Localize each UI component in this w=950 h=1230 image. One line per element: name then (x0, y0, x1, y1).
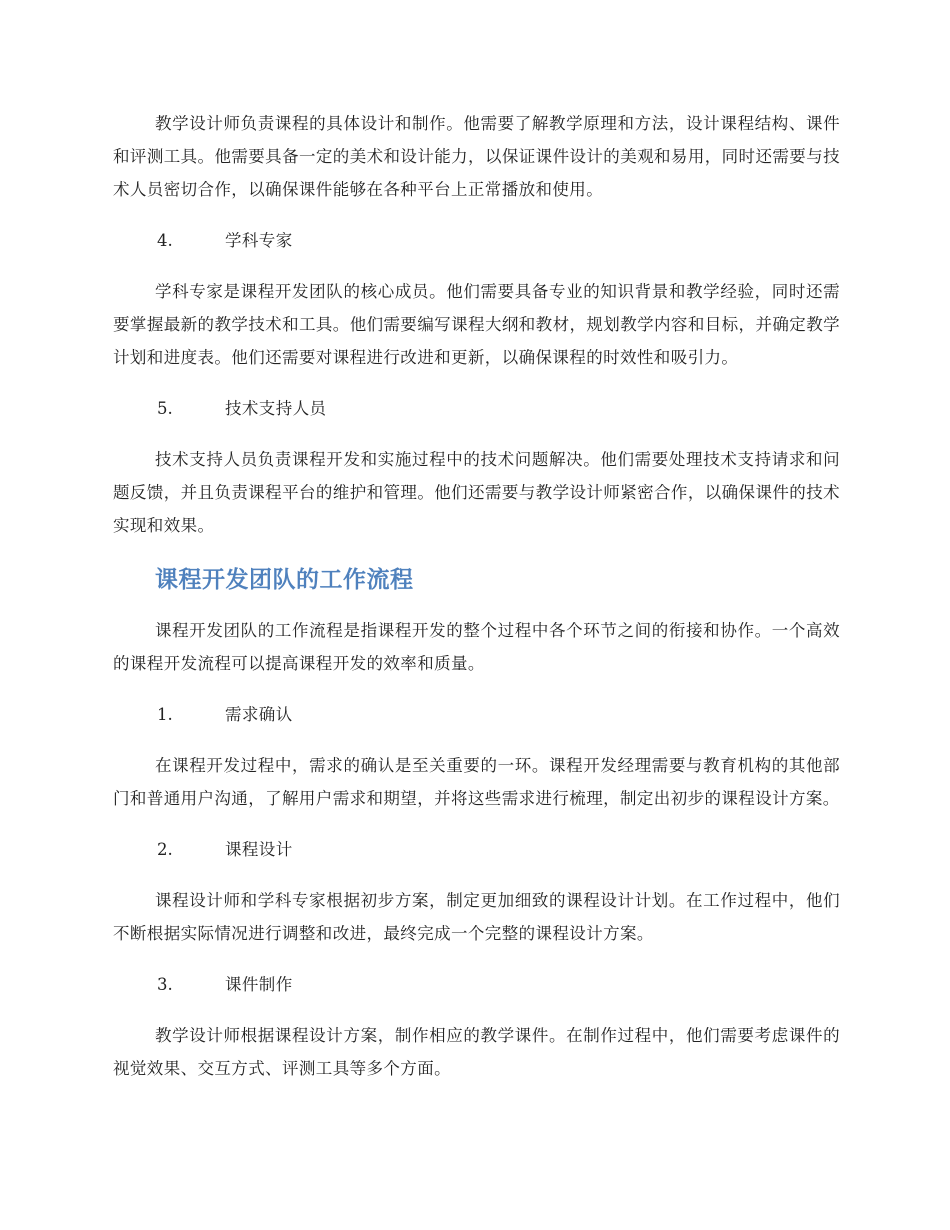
section-heading: 课程开发团队的工作流程 (155, 567, 414, 593)
list-item-courseware (113, 968, 840, 1001)
paragraph-requirements: 在课程开发过程中，需求的确认是至关重要的一环。课程开发经理需要与教育机构的其他部门和普通用户沟通，了解用户需求和期望，并将这些需求进行梳理，制定出初步的课程设计方案。 (113, 756, 840, 808)
paragraph-subject-expert: 学科专家是课程开发团队的核心成员。他们需要具备专业的知识背景和教学经验，同时还需要掌握最新的教学技术和工具。他们需要编写课程大纲和教材，规划教学内容和目标，并确定教学计划和进度表。他们还需要对课程进行改进和更新，以确保课程的时效性和吸引力。 (113, 282, 840, 367)
paragraph-courseware: 教学设计师根据课程设计方案，制作相应的教学课件。在制作过程中，他们需要考虑课件的视觉效果、交互方式、评测工具等多个方面。 (113, 1026, 840, 1078)
list-number: 4. (157, 231, 173, 250)
document-page (113, 107, 840, 1103)
list-label: 课程设计 (225, 840, 293, 859)
list-number: 3. (157, 975, 173, 994)
list-label: 技术支持人员 (225, 399, 327, 418)
paragraph-tech-support: 技术支持人员负责课程开发和实施过程中的技术问题解决。他们需要处理技术支持请求和问题反馈，并且负责课程平台的维护和管理。他们还需要与教学设计师紧密合作，以确保课件的技术实现和效果。 (113, 450, 840, 535)
paragraph-workflow-intro: 课程开发团队的工作流程是指课程开发的整个过程中各个环节之间的衔接和协作。一个高效的课程开发流程可以提高课程开发的效率和质量。 (113, 621, 840, 673)
list-item-course-design (113, 833, 840, 866)
list-label: 课件制作 (225, 975, 293, 994)
list-item-requirements (113, 698, 840, 731)
list-number: 2. (157, 840, 173, 859)
paragraph-instructional-designer: 教学设计师负责课程的具体设计和制作。他需要了解教学原理和方法，设计课程结构、课件和评测工具。他需要具备一定的美术和设计能力，以保证课件设计的美观和易用，同时还需要与技术人员密切合作，以确保课件能够在各种平台上正常播放和使用。 (113, 114, 840, 199)
list-item-tech-support (113, 392, 840, 425)
list-label: 需求确认 (225, 705, 293, 724)
list-number: 1. (157, 705, 173, 724)
list-item-subject-expert (113, 224, 840, 257)
paragraph-course-design: 课程设计师和学科专家根据初步方案，制定更加细致的课程设计计划。在工作过程中，他们不断根据实际情况进行调整和改进，最终完成一个完整的课程设计方案。 (113, 891, 840, 943)
list-label: 学科专家 (225, 231, 293, 250)
list-number: 5. (157, 399, 173, 418)
